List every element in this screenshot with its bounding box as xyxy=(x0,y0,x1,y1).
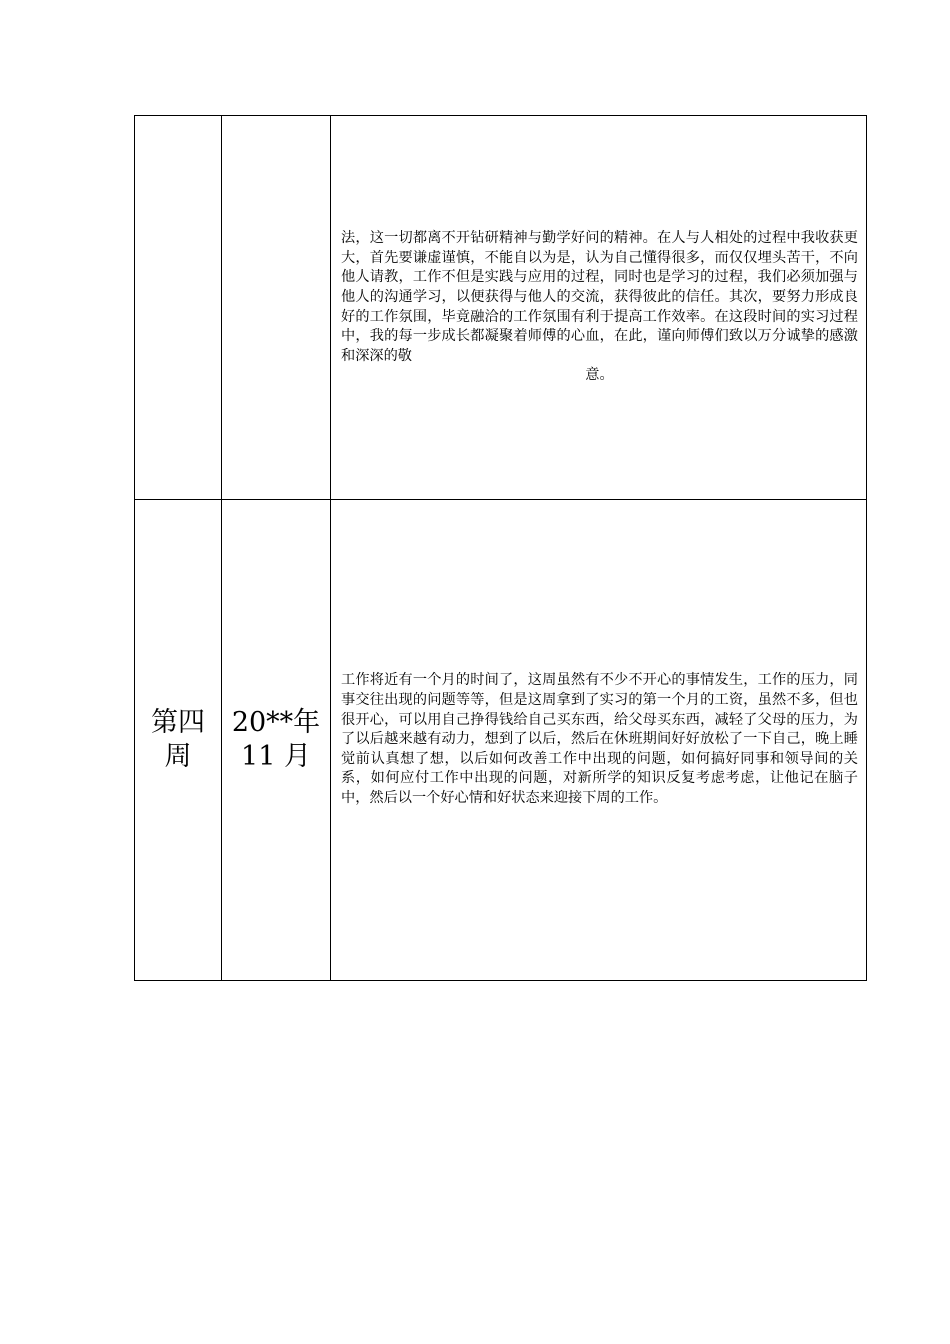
log-entry-text xyxy=(331,671,866,808)
log-entry-tail: 意。 xyxy=(585,367,614,384)
date-label-line2: 11 月 xyxy=(241,741,311,772)
date-cell xyxy=(222,500,331,981)
log-entry-paragraph: 工作将近有一个月的时间了，这周虽然有不少不开心的事情发生，工作的压力，同事交往出现的问题等等，但是这周拿到了实习的第一个月的工资，虽然不多，但也很开心，可以用自己挣得钱给自己买东西，给父母买东西，减轻了父母的压力，为了以后越来越有动力，想到了以后，然后在休班期间好好放松了一下自己，晚上睡觉前认真想了想，以后如何改善工作中出现的问题，如何搞好同事和领导间的关系，如何应付工作中出现的问题，对新所学的知识反复考虑考虑，让他记在脑子中，然后以一个好心情和好状态来迎接下周的工作。 xyxy=(341,672,858,806)
week-cell xyxy=(135,116,222,500)
week-cell xyxy=(135,500,222,981)
week-label-line2: 周 xyxy=(164,741,192,772)
log-entry-text xyxy=(331,229,866,386)
date-label-line1: 20**年 xyxy=(231,707,321,738)
table-row xyxy=(135,116,867,500)
internship-log-table xyxy=(134,115,867,981)
content-cell xyxy=(331,116,867,500)
week-label-line1: 第四 xyxy=(151,707,205,738)
content-cell xyxy=(331,500,867,981)
log-entry-paragraph: 法，这一切都离不开钻研精神与勤学好问的精神。在人与人相处的过程中我收获更大，首先要谦虚谨慎，不能自以为是，认为自己懂得很多，而仅仅埋头苦干，不向他人请教，工作不但是实践与应用的过程，同时也是学习的过程，我们必须加强与他人的沟通学习，以便获得与他人的交流，获得彼此的信任。其次，要努力形成良好的工作氛围，毕竟融洽的工作氛围有利于提高工作效率。在这段时间的实习过程中，我的每一步成长都凝聚着师傅的心血，在此，谨向师傅们致以万分诚挚的感激和深深的敬 xyxy=(341,230,858,364)
table-row xyxy=(135,500,867,981)
date-cell xyxy=(222,116,331,500)
